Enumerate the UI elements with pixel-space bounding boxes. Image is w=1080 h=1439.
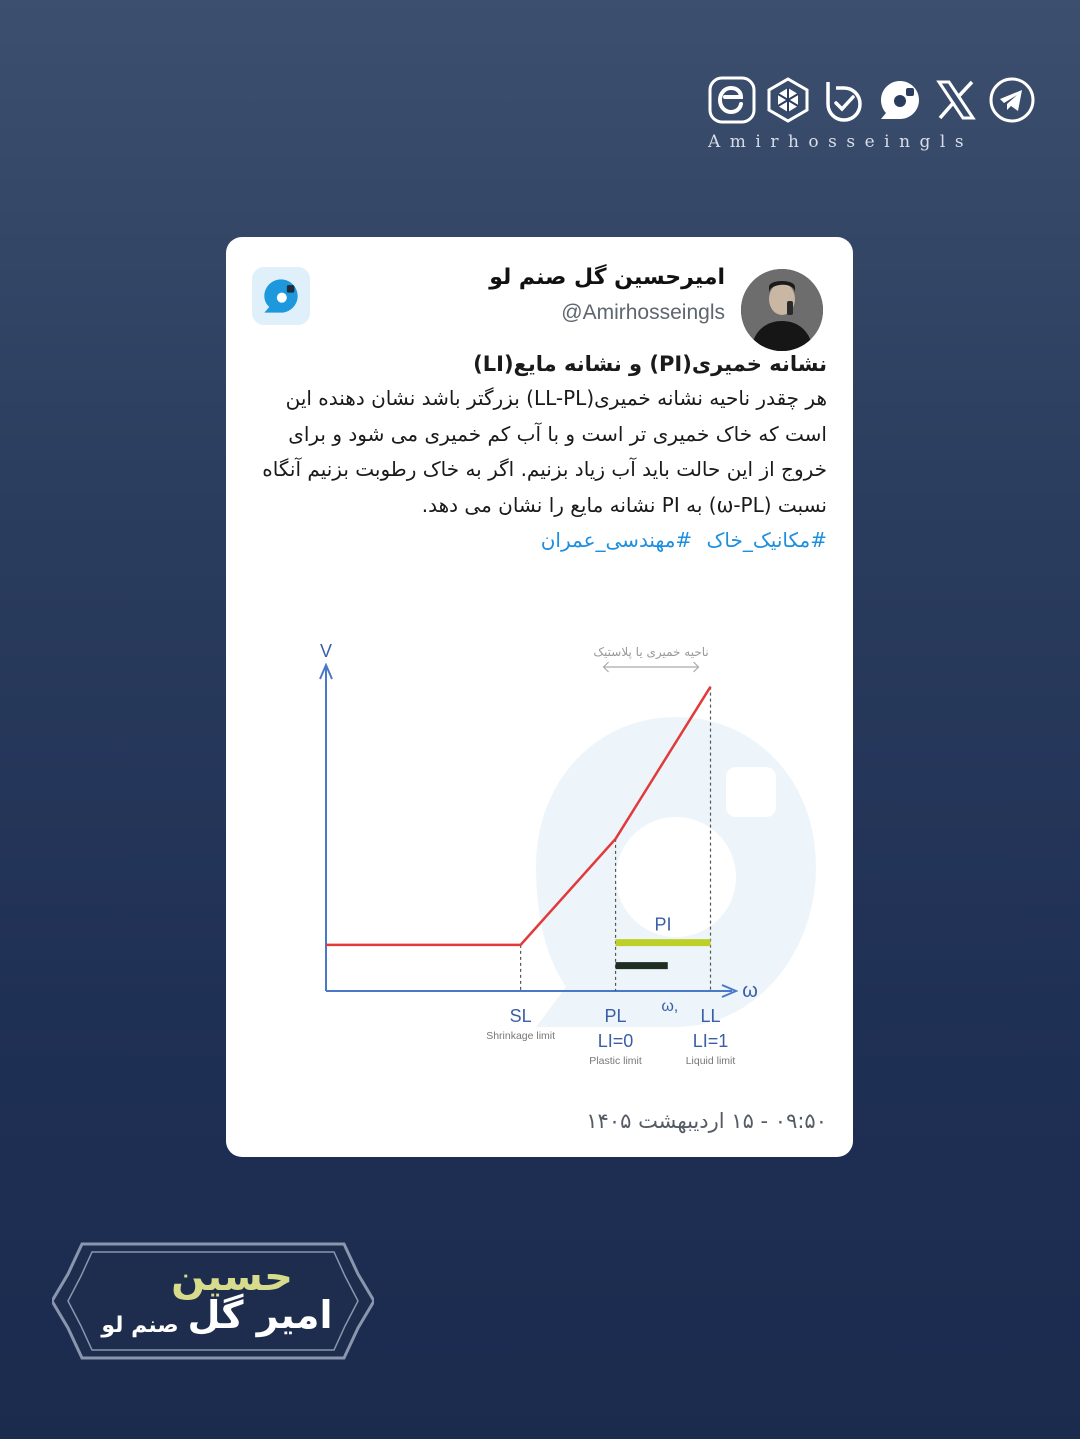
brand-line3: صنم لو <box>101 1313 179 1338</box>
atterberg-chart <box>256 629 826 1089</box>
author-handle[interactable]: @Amirhosseingls <box>561 301 725 324</box>
data-line <box>326 687 711 945</box>
marker-description: Liquid limit <box>685 1055 736 1067</box>
brand-line1: حسین <box>171 1254 293 1300</box>
brand-line2: امیر گل <box>187 1293 333 1337</box>
eitaa-icon[interactable] <box>708 76 756 124</box>
marker-description: Plastic limit <box>589 1055 642 1067</box>
x-icon[interactable] <box>932 76 980 124</box>
social-icons <box>708 76 1018 124</box>
post-body: هر چقدر ناحیه نشانه خمیری(LL-PL) بزرگتر باشد نشان دهنده این است که خاک خمیری تر است و با آب کم خمیری می شود و برای خروج از این حالت باید آب زیاد بزنیم. اگر به خاک رطوبت بزنیم آنگاه نسبت (ω-PL) به PI نشانه مایع را نشان می دهد. <box>262 386 827 517</box>
marker-label: LL <box>700 1006 721 1026</box>
avatar[interactable] <box>741 269 823 351</box>
marker-sub-label: LI=1 <box>692 1031 729 1051</box>
social-bar <box>708 76 1018 156</box>
social-handle: Amirhosseingls <box>708 132 974 152</box>
telegram-icon[interactable] <box>988 76 1036 124</box>
hashtag-link[interactable]: #مهندسی_عمران <box>540 528 693 552</box>
hashtags <box>254 523 827 557</box>
post-card <box>226 237 853 1157</box>
author-name[interactable]: امیرحسین گل صنم لو <box>489 265 725 290</box>
soroush-icon[interactable] <box>876 76 924 124</box>
marker-description: Shrinkage limit <box>486 1030 556 1042</box>
soroush-app-icon <box>252 267 310 325</box>
brand-logo <box>52 1240 374 1362</box>
marker-label: SL <box>509 1006 532 1026</box>
post-text <box>254 347 827 557</box>
post-timestamp: ۰۹:۵۰ - ۱۵ اردیبهشت ۱۴۰۵ <box>586 1109 827 1133</box>
y-axis-label: V <box>319 641 333 661</box>
x-axis-label: ω <box>742 980 758 1002</box>
rubika-icon[interactable] <box>764 76 812 124</box>
marker-sub-label: LI=0 <box>597 1031 634 1051</box>
omega-label: ω, <box>661 998 679 1015</box>
marker-label: PL <box>604 1006 627 1026</box>
pi-label: PI <box>654 914 672 935</box>
hashtag-link[interactable]: #مکانیک_خاک <box>706 528 827 552</box>
post-title: نشانه خمیری(PI) و نشانه مایع(LI) <box>473 352 827 376</box>
bale-icon[interactable] <box>820 76 868 124</box>
region-label: ناحیه خمیری یا پلاستیک <box>593 645 709 659</box>
